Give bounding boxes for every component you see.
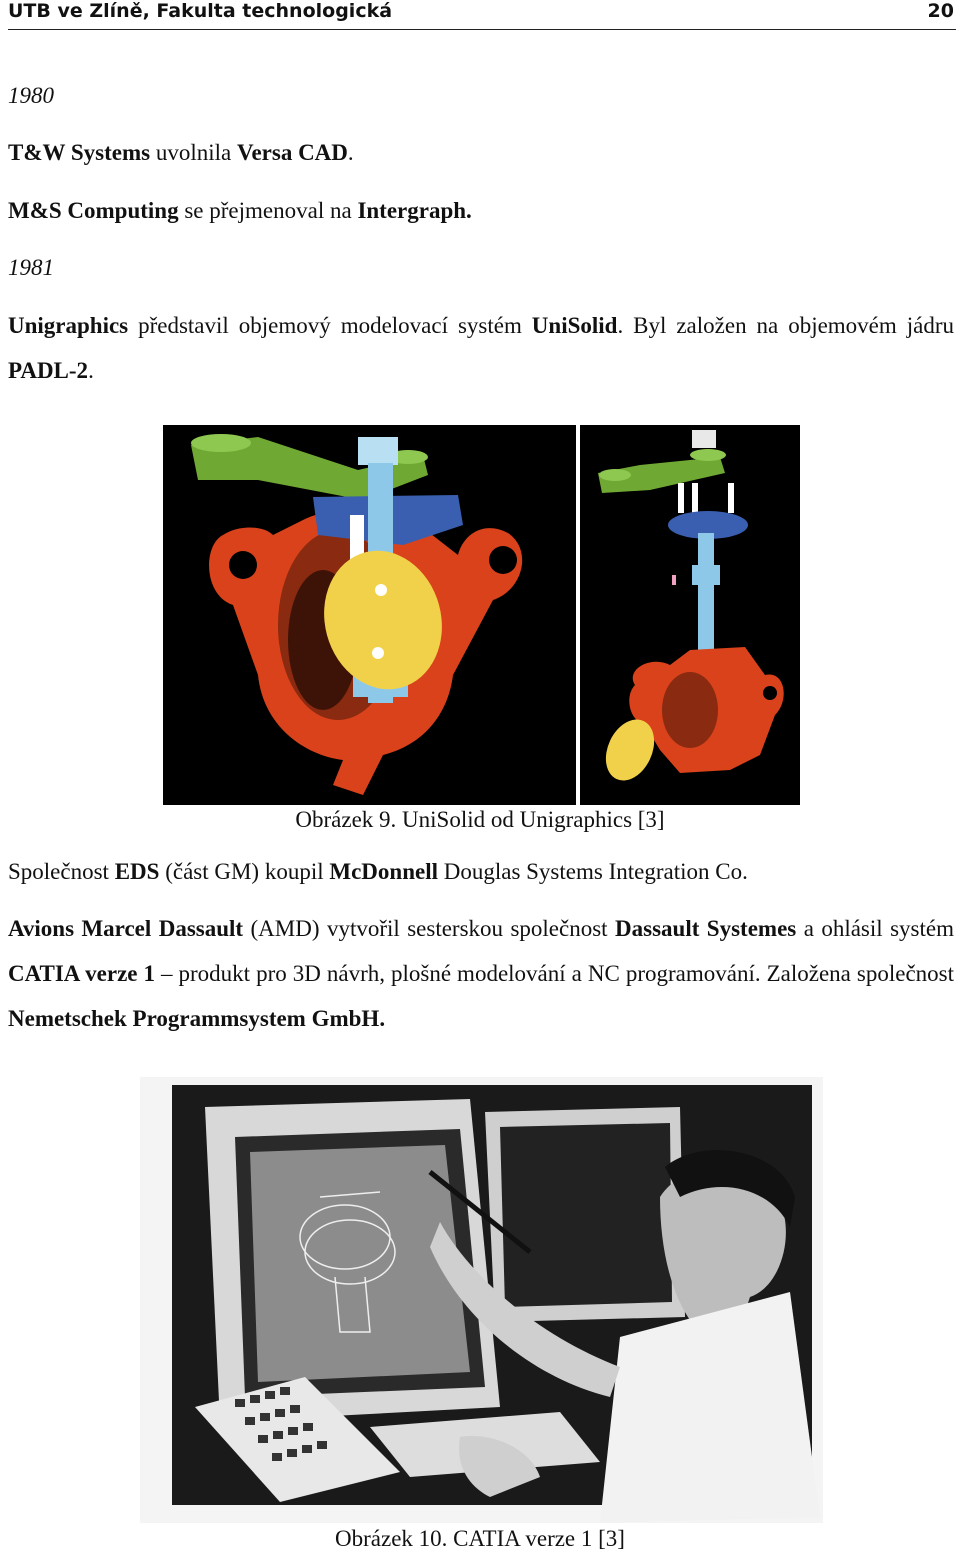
year-1981: 1981 [8, 255, 54, 280]
catia-workstation-photo [140, 1077, 823, 1523]
paragraph-amd: Avions Marcel Dassault (AMD) vytvořil sesterskou společnost Dassault Systemes a ohlásil systém CATIA verze 1 – produkt pro 3D návrh, plošné modelování a NC programování. Založena společnost Nemetschek Programmsystem GmbH. [8, 916, 954, 1031]
header-title: UTB ve Zlíně, Fakulta technologická [8, 0, 393, 22]
paragraph-eds: Společnost EDS (část GM) koupil McDonnell Douglas Systems Integration Co. [8, 859, 748, 884]
paragraph-tw-systems: T&W Systems uvolnila Versa CAD. [8, 140, 354, 165]
page-number: 20 [927, 0, 954, 22]
figure-10-caption: Obrázek 10. CATIA verze 1 [3] [335, 1526, 625, 1551]
figure-9-caption: Obrázek 9. UniSolid od Unigraphics [3] [295, 807, 665, 832]
unisolid-exploded-image [580, 425, 800, 805]
page-header [8, 0, 956, 30]
year-1980: 1980 [8, 83, 54, 108]
unisolid-assembly-image [163, 425, 576, 805]
paragraph-ms-computing: M&S Computing se přejmenoval na Intergraph. [8, 198, 472, 223]
paragraph-unisolid: Unigraphics představil objemový modelovací systém UniSolid. Byl založen na objemovém jádru PADL-2. [8, 313, 954, 383]
